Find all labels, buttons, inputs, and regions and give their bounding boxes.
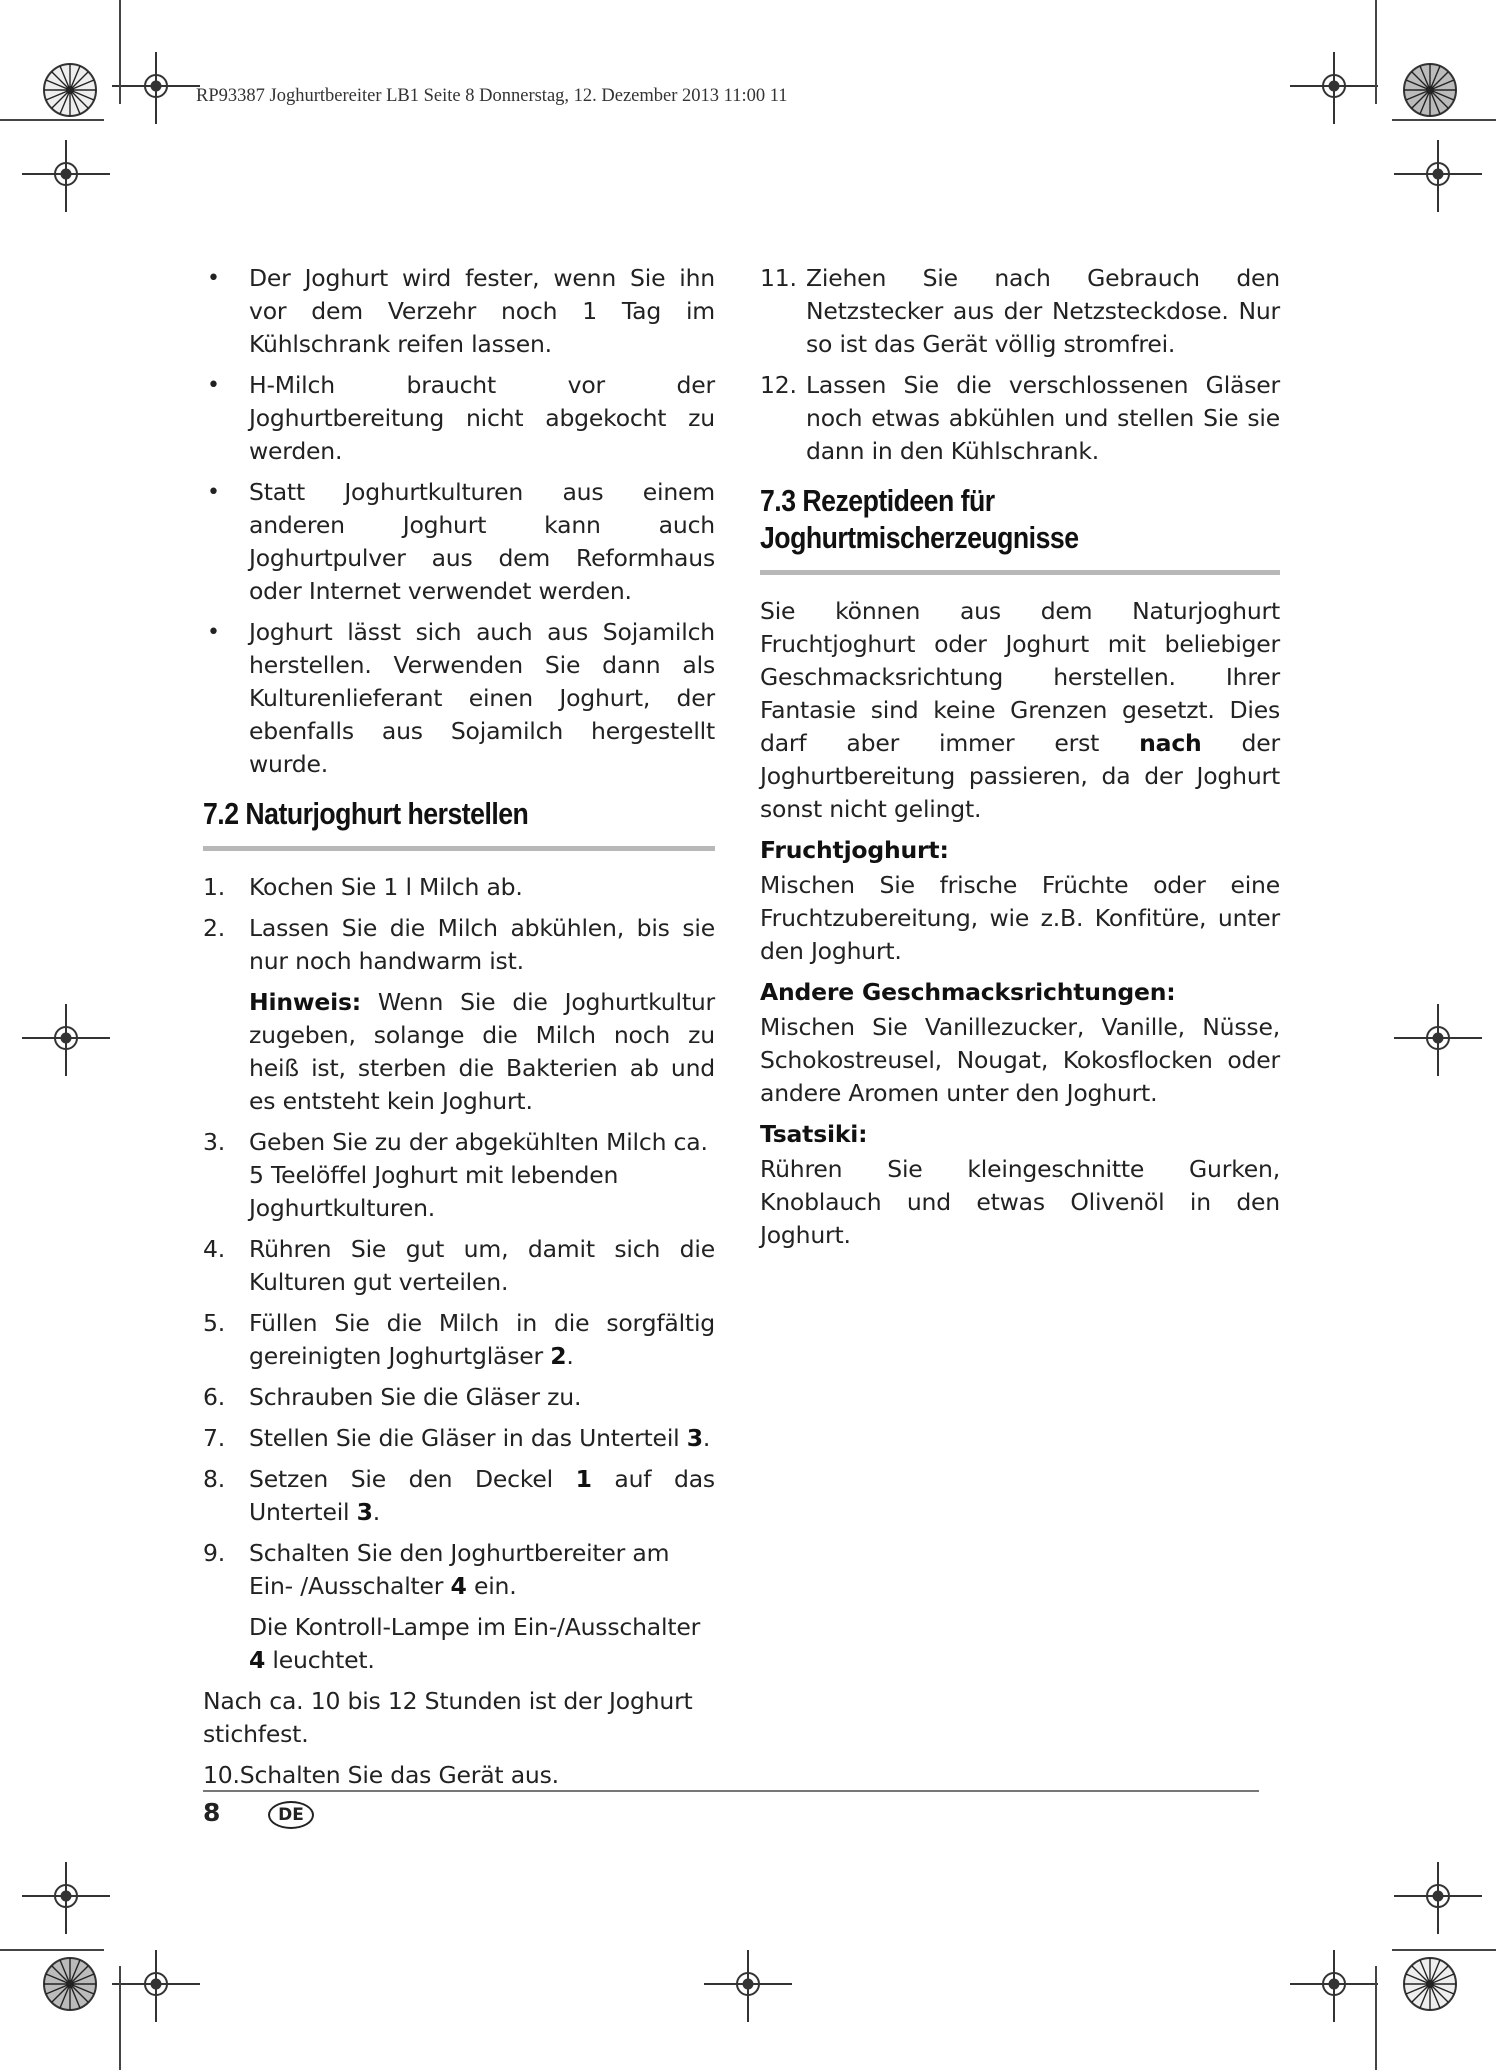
recipe-heading: Tsatsiki:: [760, 1120, 868, 1148]
step-item: 5. Füllen Sie die Milch in die sorgfältig gereinigten Joghurtgläser 2.: [203, 1309, 715, 1370]
step-item: 8. Setzen Sie den Deckel 1 auf das Unterteil 3.: [203, 1465, 715, 1526]
section-heading-7-3: [760, 482, 1280, 575]
section-title: Naturjoghurt herstellen: [245, 796, 529, 831]
tip-bullet: • Joghurt lässt sich auch aus Sojamilch herstellen. Verwenden Sie dann als Kulturenlieferant einen Joghurt, der ebenfalls aus Sojamilch hergestellt wurde.: [207, 618, 715, 778]
starburst-target-icon: [1400, 60, 1460, 120]
note-hinweis: Hinweis: Wenn Sie die Joghurtkultur zugeben, solange die Milch noch zu heiß ist, sterben die Bakterien ab und es entsteht kein Joghurt.: [249, 988, 715, 1115]
recipe-heading: Fruchtjoghurt:: [760, 836, 949, 864]
result-text: Nach ca. 10 bis 12 Stunden ist der Joghurt stichfest.: [203, 1687, 693, 1748]
bullet-dot-icon: •: [207, 480, 220, 505]
step-note: Die Kontroll-Lampe im Ein-/Ausschalter 4 leuchtet.: [249, 1613, 701, 1674]
recipe-text: Rühren Sie kleingeschnitte Gurken, Knoblauch und etwas Olivenöl in den Joghurt.: [760, 1155, 1280, 1249]
footer-rule: [203, 1790, 1259, 1792]
recipe-text: Mischen Sie Vanillezucker, Vanille, Nüsse, Schokostreusel, Nougat, Kokosflocken oder andere Aromen unter den Joghurt.: [760, 1013, 1280, 1107]
recipe-heading: Andere Geschmacksrichtungen:: [760, 978, 1176, 1006]
starburst-target-icon: [40, 1954, 100, 2014]
recipe-text: Mischen Sie frische Früchte oder eine Fruchtzubereitung, wie z.B. Konfitüre, unter den Joghurt.: [760, 871, 1280, 965]
section-title-line2: Joghurtmischerzeugnisse: [760, 520, 1079, 555]
section-heading-7-2: [203, 795, 715, 851]
section-title: Rezeptideen für: [802, 483, 995, 518]
step-item: 3. Geben Sie zu der abgekühlten Milch ca. 5 Teelöffel Joghurt mit lebenden Joghurtkulturen.: [203, 1128, 708, 1222]
section-number: 7.2: [203, 796, 239, 831]
starburst-target-icon: [40, 60, 100, 120]
step-item: 7. Stellen Sie die Gläser in das Unterteil 3.: [203, 1424, 711, 1452]
heading-rule: [760, 570, 1280, 575]
left-column: [203, 262, 715, 1792]
tip-bullet: • Statt Joghurtkulturen aus einem anderen Joghurt kann auch Joghurtpulver aus dem Reformhaus oder Internet verwendet werden.: [207, 478, 715, 605]
starburst-target-icon: [1400, 1954, 1460, 2014]
step-item: 6. Schrauben Sie die Gläser zu.: [203, 1383, 582, 1411]
print-header: RP93387 Joghurtbereiter LB1 Seite 8 Donnerstag, 12. Dezember 2013 11:00 11: [196, 86, 788, 106]
step-item: 2. Lassen Sie die Milch abkühlen, bis sie nur noch handwarm ist.: [203, 914, 715, 975]
step-item: 10.Schalten Sie das Gerät aus.: [203, 1761, 559, 1789]
language-badge: DE: [268, 1801, 314, 1829]
note-label: Hinweis:: [249, 988, 361, 1016]
step-item: 11. Ziehen Sie nach Gebrauch den Netzstecker aus der Netzsteckdose. Nur so ist das Gerät völlig stromfrei.: [760, 264, 1280, 358]
heading-rule: [203, 846, 715, 851]
intro-paragraph: Sie können aus dem Naturjoghurt Fruchtjoghurt oder Joghurt mit beliebiger Geschmacksrichtung herstellen. Ihrer Fantasie sind keine Grenzen gesetzt. Dies darf aber immer erst nach der Joghurtbereitung passieren, da der Joghurt sonst nicht gelingt.: [760, 597, 1280, 823]
section-number: 7.3: [760, 483, 796, 518]
tip-bullet: • H-Milch braucht vor der Joghurtbereitung nicht abgekocht zu werden.: [207, 371, 715, 465]
step-item: 12. Lassen Sie die verschlossenen Gläser noch etwas abkühlen und stellen Sie sie dann in den Kühlschrank.: [760, 371, 1280, 465]
bullet-dot-icon: •: [207, 373, 220, 398]
step-item: 4. Rühren Sie gut um, damit sich die Kulturen gut verteilen.: [203, 1235, 715, 1296]
bullet-dot-icon: •: [207, 620, 220, 645]
step-item: 9. Schalten Sie den Joghurtbereiter am Ein- /Ausschalter 4 ein.: [203, 1539, 670, 1600]
page-number: 8: [203, 1798, 221, 1827]
bullet-dot-icon: •: [207, 266, 220, 291]
step-item: 1. Kochen Sie 1 l Milch ab.: [203, 873, 523, 901]
right-column: [760, 262, 1280, 1260]
tip-bullet: • Der Joghurt wird fester, wenn Sie ihn vor dem Verzehr noch 1 Tag im Kühlschrank reifen lassen.: [207, 264, 715, 358]
